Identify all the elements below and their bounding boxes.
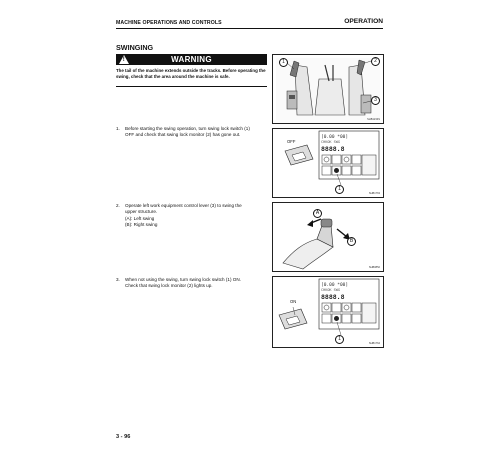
- step-number: 1.: [116, 126, 120, 131]
- warning-rule: [116, 86, 267, 87]
- control-lever-illustration: [273, 203, 383, 271]
- warning-triangle-icon: !: [119, 55, 129, 64]
- header-section-title: MACHINE OPERATIONS AND CONTROLS: [116, 20, 222, 26]
- callout-b: B: [347, 237, 356, 246]
- switch-off-label: OFF: [287, 139, 296, 144]
- header-rule: [116, 28, 383, 29]
- svg-text:CHKOK SWG: CHKOK SWG: [321, 140, 340, 144]
- warning-text: The tail of the machine extends outside the tracks. Before operating the swing, check that the area around the machine is safe.: [116, 68, 266, 80]
- callout-2: 2: [371, 57, 380, 66]
- figure-control-lever: [272, 202, 384, 272]
- svg-text:[0.00 *00]: [0.00 *00]: [321, 135, 349, 140]
- figure-code: SHB1763: [368, 192, 380, 195]
- step-text: (A): Left swing: [125, 215, 155, 221]
- callout-1: 1: [335, 185, 344, 194]
- step-text: When not using the swing, turn swing lock switch (1) ON.: [125, 277, 241, 282]
- svg-text:8888.8: 8888.8: [321, 145, 345, 153]
- step-3: [116, 277, 268, 290]
- page-number: 3 - 96: [116, 434, 131, 440]
- step-text: Before starting the swing operation, turn swing lock switch (1): [125, 126, 250, 131]
- step-text: OFF and check that swing lock monitor (2) has gone out.: [125, 132, 241, 138]
- step-text: (B): Right swing: [125, 222, 158, 228]
- step-text: upper structure.: [125, 209, 158, 215]
- step-number: 2.: [116, 203, 120, 208]
- cab-controls-illustration: [273, 55, 383, 123]
- figure-code: SHB1234S: [367, 118, 380, 121]
- svg-text:CHKOK SWG: CHKOK SWG: [321, 288, 340, 292]
- figure-code: SHB0852: [368, 266, 380, 269]
- step-1: [116, 126, 268, 139]
- figure-code: SHB1764: [368, 342, 380, 345]
- svg-text:8888.8: 8888.8: [321, 293, 345, 301]
- monitor-panel-illustration: [273, 277, 383, 347]
- step-number: 3.: [116, 277, 120, 282]
- figure-swing-lock-off: [272, 128, 384, 198]
- warning-label: WARNING: [171, 55, 212, 64]
- svg-text:[0.00 *00]: [0.00 *00]: [321, 283, 349, 288]
- figure-swing-lock-on: [272, 276, 384, 348]
- figure-cab-controls: [272, 54, 384, 124]
- step-text: Check that swing lock monitor (2) lights up.: [125, 283, 213, 289]
- callout-3: 3: [371, 96, 380, 105]
- step-2: [116, 203, 268, 229]
- callout-1: 1: [279, 58, 288, 67]
- callout-a: A: [313, 209, 322, 218]
- header-chapter-title: OPERATION: [344, 18, 383, 25]
- step-text: Operate left work equipment control lever (3) to swing the: [125, 203, 242, 208]
- warning-banner: [116, 54, 267, 65]
- callout-1: 1: [335, 335, 344, 344]
- section-title: SWINGING: [116, 43, 154, 52]
- switch-on-label: ON: [290, 299, 297, 304]
